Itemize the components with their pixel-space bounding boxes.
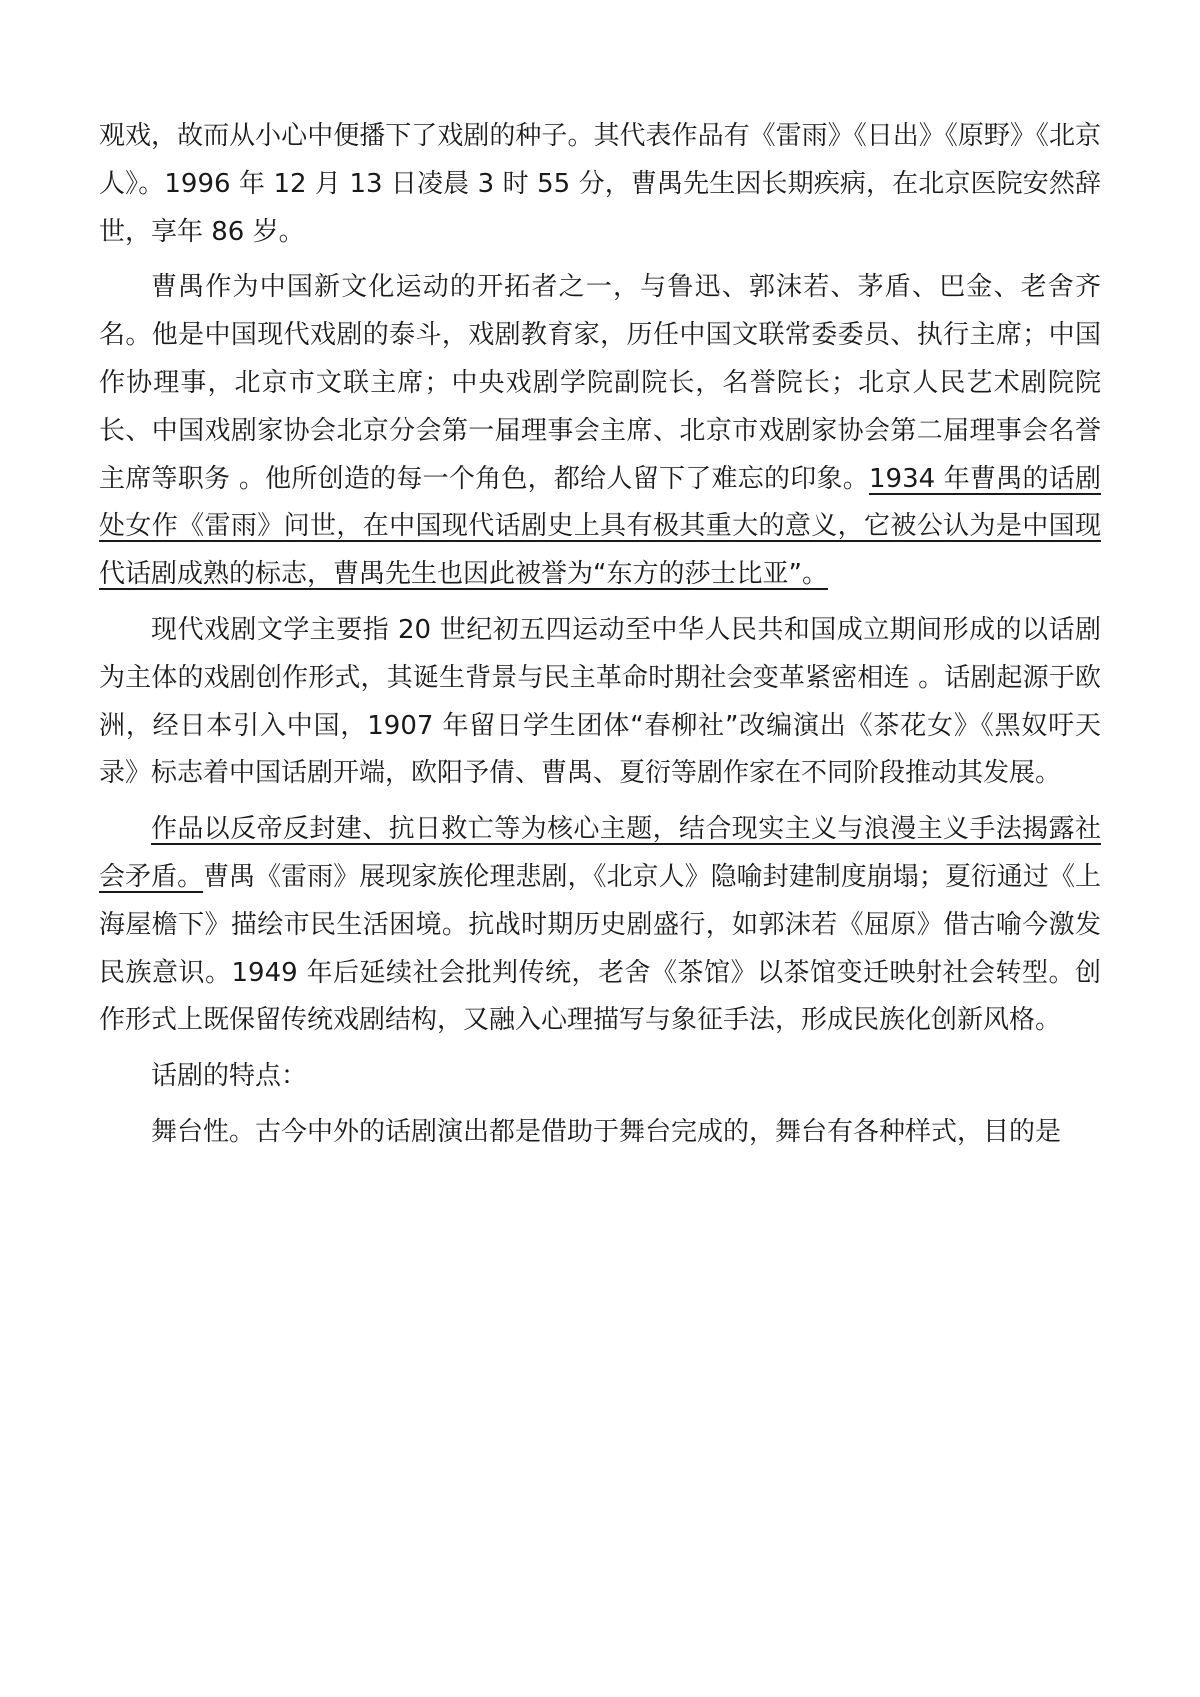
paragraph-2 [99,264,1101,599]
paragraph-1 [99,113,1101,256]
paragraph-3-text: 现代戏剧文学主要指 20 世纪初五四运动至中华人民共和国成立期间形成的以话剧为主体的戏剧创作形式，其诞生背景与民主革命时期社会变革紧密相连 。话剧起源于欧洲，经日本引入中国，1907 年留日学生团体“春柳社”改编演出《茶花女》《黑奴吁天录》标志着中国话剧开端，欧阳予倩、曹禺、夏衍等剧作家在不同阶段推动其发展。 [99,614,1101,789]
paragraph-6-text: 舞台性。古今中外的话剧演出都是借助于舞台完成的，舞台有各种样式，目的是 [151,1116,1062,1147]
paragraph-3 [99,607,1101,798]
paragraph-4-text: 曹禺《雷雨》展现家族伦理悲剧，《北京人》隐喻封建制度崩塌；夏衍通过《上海屋檐下》描绘市民生活困境。抗战时期历史剧盛行，如郭沫若《屈原》借古喻今激发民族意识。1949 年后延续社会批判传统，老舍《茶馆》以茶馆变迁映射社会转型。创作形式上既保留传统戏剧结构，又融入心理描写与象征手法，形成民族化创新风格。 [99,861,1101,1036]
document-page [99,113,1101,1165]
paragraph-4 [99,806,1101,1045]
paragraph-2-text: 曹禺作为中国新文化运动的开拓者之一，与鲁迅、郭沫若、茅盾、巴金、老舍齐名。他是中国现代戏剧的泰斗，戏剧教育家，历任中国文联常委委员、执行主席；中国作协理事，北京市文联主席；中央戏剧学院副院长，名誉院长；北京人民艺术剧院院长、中国戏剧家协会北京分会第一届理事会主席、北京市戏剧家协会第二届理事会名誉主席等职务 。他所创造的每一个角色，都给人留下了难忘的印象。 [99,272,1101,494]
paragraph-4-underlined-text: 作品以反帝反封建、抗日救亡等为核心主题，结合现实主义与浪漫主义手法揭露社会矛盾。 [99,814,1101,892]
paragraph-1-text: 观戏，故而从小心中便播下了戏剧的种子。其代表作品有《雷雨》《日出》《原野》《北京人》。1996 年 12 月 13 日凌晨 3 时 55 分，曹禺先生因长期疾病，在北京医院安然辞世，享年 86 岁。 [99,121,1101,247]
paragraph-6 [99,1109,1101,1157]
section-heading [99,1053,1101,1101]
section-heading-text: 话剧的特点： [151,1061,308,1092]
paragraph-2-underlined-text: 1934 年曹禺的话剧处女作《雷雨》问世，在中国现代话剧史上具有极其重大的意义，它被公认为是中国现代话剧成熟的标志，曹禺先生也因此被誉为“东方的莎士比亚”。 [99,463,1101,590]
